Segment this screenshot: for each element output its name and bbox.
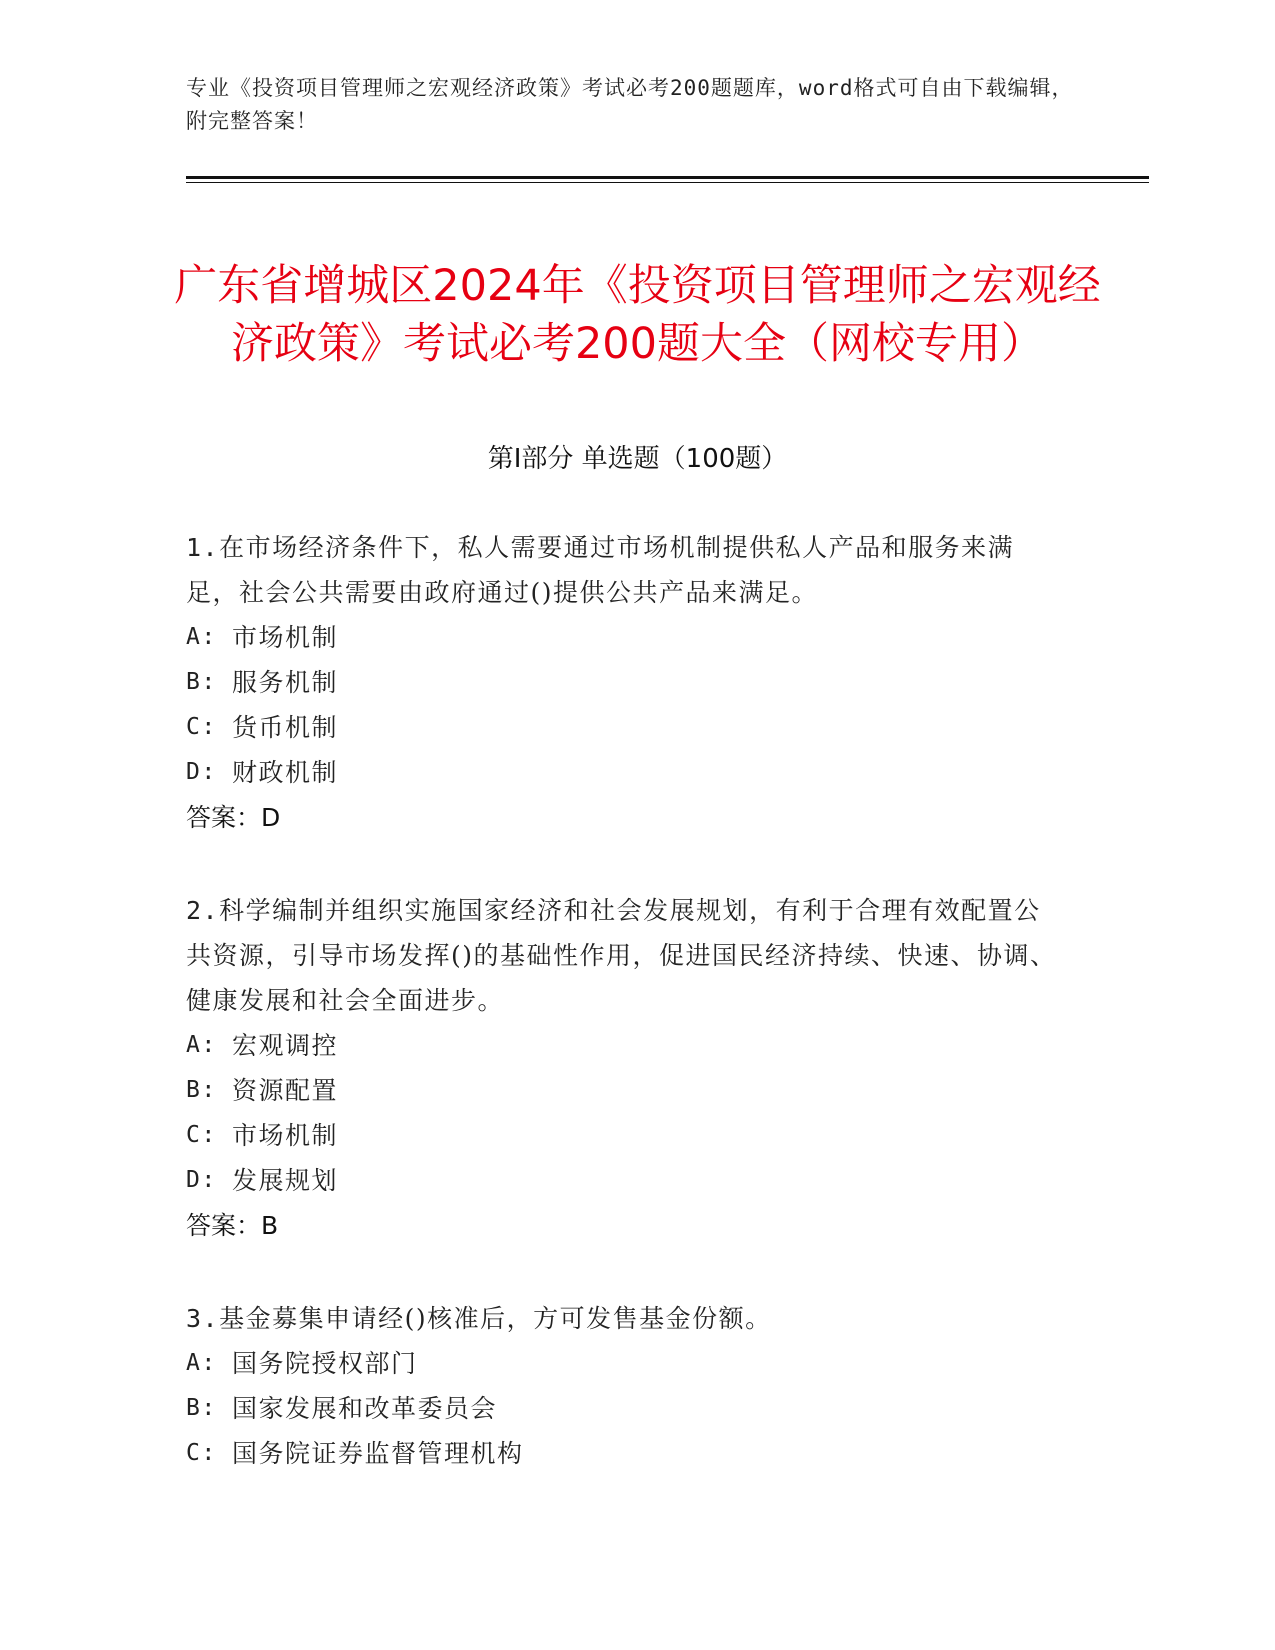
- option-key: D:: [186, 1167, 217, 1193]
- option-text: 市场机制: [232, 1121, 339, 1150]
- question-number: 3.: [186, 1304, 220, 1333]
- option-c: [186, 1113, 1066, 1158]
- question-text: 基金募集申请经()核准后，方可发售基金份额。: [219, 1304, 772, 1333]
- option-text: 服务机制: [232, 668, 339, 697]
- answer-line: 答案：D: [186, 803, 281, 832]
- question-item: [186, 888, 1066, 1248]
- option-key: B:: [186, 1077, 217, 1103]
- option-a: [186, 1023, 1066, 1068]
- option-text: 财政机制: [232, 758, 339, 787]
- question-text: 科学编制并组织实施国家经济和社会发展规划，有利于合理有效配置公共资源，引导市场发挥()的基础性作用，促进国民经济持续、快速、协调、健康发展和社会全面进步。: [186, 896, 1057, 1015]
- option-key: C:: [186, 1440, 217, 1466]
- option-text: 资源配置: [232, 1076, 339, 1105]
- option-key: B:: [186, 669, 217, 695]
- option-key: C:: [186, 714, 217, 740]
- header-divider-thin: [186, 182, 1149, 183]
- option-b: [186, 1068, 1066, 1113]
- answer-line: 答案：B: [186, 1211, 279, 1240]
- option-c: [186, 705, 1066, 750]
- option-c: [186, 1431, 1066, 1476]
- option-key: A:: [186, 624, 217, 650]
- header-divider-thick: [186, 176, 1149, 179]
- option-key: A:: [186, 1032, 217, 1058]
- question-number: 2.: [186, 896, 220, 925]
- option-key: B:: [186, 1395, 217, 1421]
- question-text: 在市场经济条件下，私人需要通过市场机制提供私人产品和服务来满足，社会公共需要由政府通过()提供公共产品来满足。: [186, 533, 1015, 607]
- option-text: 国务院证券监督管理机构: [232, 1439, 524, 1468]
- option-key: D:: [186, 759, 217, 785]
- option-a: [186, 1341, 1066, 1386]
- option-d: [186, 1158, 1066, 1203]
- header-note: 专业《投资项目管理师之宏观经济政策》考试必考200题题库，word格式可自由下载编辑，附完整答案！: [186, 76, 1074, 133]
- option-text: 宏观调控: [232, 1031, 339, 1060]
- option-text: 国务院授权部门: [232, 1349, 418, 1378]
- option-d: [186, 750, 1066, 795]
- option-text: 国家发展和改革委员会: [232, 1394, 498, 1423]
- option-key: C:: [186, 1122, 217, 1148]
- option-text: 货币机制: [232, 713, 339, 742]
- option-text: 发展规划: [232, 1166, 339, 1195]
- option-key: A:: [186, 1350, 217, 1376]
- document-title: 广东省增城区2024年《投资项目管理师之宏观经济政策》考试必考200题大全（网校专用）: [174, 260, 1101, 369]
- question-stem: [186, 1296, 1066, 1341]
- question-stem: [186, 525, 1066, 615]
- section-title: 第I部分 单选题（100题）: [487, 444, 788, 474]
- question-number: 1.: [186, 533, 220, 562]
- option-b: [186, 1386, 1066, 1431]
- question-stem: [186, 888, 1066, 1023]
- option-text: 市场机制: [232, 623, 339, 652]
- question-item: [186, 1296, 1066, 1476]
- option-b: [186, 660, 1066, 705]
- option-a: [186, 615, 1066, 660]
- question-item: [186, 525, 1066, 840]
- question-list: [186, 525, 1066, 1524]
